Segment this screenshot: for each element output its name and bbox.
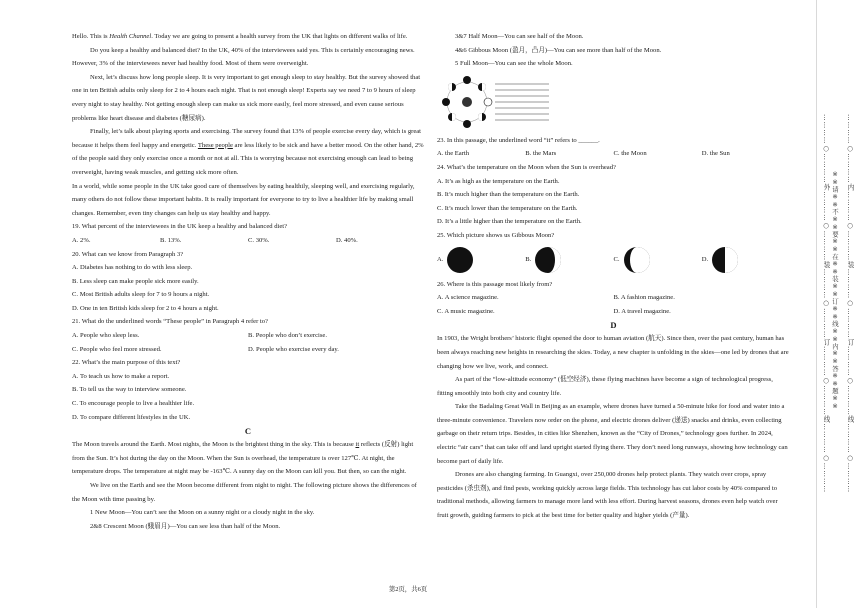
option: D. It’s a little higher than the temperature on the Earth. bbox=[437, 218, 582, 226]
passage-b-intro: Hello. This is Health Channel. Today we are going to present a health survey from the UK that lights on different walks of life. bbox=[72, 33, 408, 40]
option: D. To compare different lifestyles in the UK. bbox=[72, 413, 191, 421]
question-21-options-row2 bbox=[72, 343, 424, 357]
option: D. One in ten British kids sleep for 2 to 4 hours a night. bbox=[72, 304, 219, 312]
option: C. Most British adults sleep for 7 to 9 hours a night. bbox=[72, 291, 210, 299]
moon-phase-1: 1 New Moon—You can’t see the Moon on a sunny night or a cloudy night in the sky. bbox=[90, 509, 315, 517]
passage-b-conclusion: In a world, while some people in the UK take good care of themselves by eating healthily, sleeping well, and exercising regularly, many others do not follow these important habits. It is really important for everyone to try to live a healthier life by making small changes. Remember, even tiny changes can help us stay healthy and happy. bbox=[72, 182, 415, 217]
passage-b-sleep: Next, let’s discuss how long people sleep. It is very important to get enough sleep to stay healthy. But the survey showed that one in ten British adults only sleep for 2 to 4 hours each night. That is not enough sleep! Experts say we need 7 to 9 hours of sleep every night to stay healthy. Not getting enough sleep can make us sick more easily, feel more stressed, and even cause serious problems like heart disease and diabetes (糖尿病). bbox=[72, 73, 421, 122]
passage-d-p2: As part of the “low-altitude economy” (低空经济), these flying machines have become a sign of technological progress, fitting smoothly into both city and country life. bbox=[437, 376, 773, 397]
option: A. It’s as high as the temperature on the Earth. bbox=[437, 177, 560, 185]
binding-notice: ※※请※※不※※要※※在※※装※※订※※线※※内※※答※※题※※ bbox=[831, 170, 839, 410]
moon-phase-2-8: 2&8 Crescent Moon (蛾眉月)—You can see less than half of the Moon. bbox=[90, 522, 281, 530]
option-c-picture: C. bbox=[614, 246, 702, 274]
option: B. Less sleep can make people sick more easily. bbox=[72, 277, 199, 285]
option: B. It’s much higher than the temperature on the Earth. bbox=[437, 191, 580, 199]
question-23-options bbox=[437, 147, 790, 161]
option: A. the Earth bbox=[437, 150, 470, 158]
option: D. the Sun bbox=[701, 150, 730, 158]
moon-orbit-figure bbox=[437, 74, 557, 130]
option-d-picture: D. bbox=[702, 246, 790, 274]
section-c-heading: C bbox=[244, 426, 252, 437]
option: B. the Mars bbox=[525, 150, 557, 158]
option: A. To teach us how to make a report. bbox=[72, 372, 170, 380]
option: A. A science magazine. bbox=[437, 294, 499, 302]
passage-b-diet: Do you keep a healthy and balanced diet? In the UK, 40% of the interviewees said yes. This is certainly encouraging news. However, 3% of the interviewees never had healthy food. Most of them were overweight. bbox=[72, 46, 415, 68]
option-a-picture: A. bbox=[437, 246, 525, 274]
option: D. People who exercise every day. bbox=[248, 345, 339, 353]
question-19: 19. What percent of the interviewees in the UK keep a healthy and balanced diet? bbox=[72, 223, 288, 231]
option: B. A fashion magazine. bbox=[613, 294, 675, 302]
passage-d-p4: Drones are also changing farming. In Guangxi, over 250,000 drones help protect plants. They watch over crops, spray pesticides (杀虫剂), and find pests, working quickly across large fields. This technology has cut labor costs by 40% compared to traditional methods, allowing farmers to manage more land with less effort. During harvest seasons, drones even help watch over fruit growth, guiding farmers to pick at the best time for better quality and higher yields (产量). bbox=[437, 471, 778, 520]
option: B. People who don’t exercise. bbox=[248, 332, 327, 340]
passage-c-p1: The Moon travels around the Earth. Most nights, the Moon is the brightest thing in the sky. This is because it reflects (反射) light from the Sun. It’s hot during the day on the Moon. When the Sun is overhead, the temperature is over 127℃. At night, the temperature drops. The temperature at night may be -163℃. A sunny day on the Moon can kill you. But then, so can the night. bbox=[72, 441, 414, 476]
option: A. 2%. bbox=[72, 236, 91, 244]
question-26: 26. Where is this passage most likely from? bbox=[437, 280, 553, 288]
passage-d-p1: In 1903, the Wright brothers’ historic flight opened the door to human aviation (航天). Since then, over the past century, human has been always reaching new heights in researching the skies. Today, a new chapter is unfolding in the skies—one led by drones that are changing how we live, work, and connect. bbox=[437, 335, 789, 370]
option-b-picture: B. bbox=[525, 246, 613, 274]
question-26-options-row1 bbox=[437, 291, 790, 305]
moon-new-icon bbox=[446, 246, 474, 274]
question-26-options-row2 bbox=[437, 305, 790, 319]
passage-c-p2: We live on the Earth and see the Moon become different from night to night. The following picture shows the differences of the Moon with time passing by. bbox=[72, 482, 417, 503]
option: C. To encourage people to live a healthier life. bbox=[72, 400, 195, 408]
binding-line-inner: …………○…………外…………○…………装…………○…………订…………○…………线…………○………… bbox=[822, 114, 830, 494]
moon-phase-4-6: 4&6 Gibbous Moon (盈月，凸月)—You can see more than half of the Moon. bbox=[455, 46, 662, 54]
binding-line-outer: …………○…………内…………○…………装…………○…………订…………○…………线…………○………… bbox=[846, 114, 854, 494]
option: C. People who feel more stressed. bbox=[72, 345, 162, 353]
moon-phases-diagram bbox=[437, 74, 557, 130]
option: B. To tell us the way to interview someone. bbox=[72, 386, 187, 394]
option: A. People who sleep less. bbox=[72, 332, 140, 340]
moon-crescent-icon bbox=[534, 246, 562, 274]
option: C. 30%. bbox=[248, 236, 270, 244]
question-21: 21. What do the underlined words “These people” in Paragraph 4 refer to? bbox=[72, 318, 268, 326]
passage-d-p3: Take the Badaling Great Wall in Beijing as an example, where drones have turned a 50-minute hike for food and water into a three-minute convenience. Travelers now order on the phone, and electric drones deliver (递送) snacks and drinks, even collecting garbage on their return trips. Besides, in cities like Shenzhen, known as the “City of Drones,” technology goes further. In 2024, electric “air cars” that can take off and land upright started flying there. They don’t need long runways, showing how technology can become part of daily life. bbox=[437, 403, 788, 465]
question-23: 23. In this passage, the underlined word “it” refers to ______. bbox=[437, 136, 600, 144]
option: C. the Moon bbox=[613, 150, 647, 158]
question-24: 24. What’s the temperature on the Moon when the Sun is overhead? bbox=[437, 163, 616, 171]
left-column bbox=[72, 30, 424, 533]
question-19-options bbox=[72, 234, 424, 248]
option: D. 40%. bbox=[336, 236, 358, 244]
option: C. A music magazine. bbox=[437, 307, 495, 315]
question-25: 25. Which picture shows us Gibbous Moon? bbox=[437, 231, 555, 239]
option: D. A travel magazine. bbox=[613, 307, 671, 315]
passage-b-exercise: Finally, let’s talk about playing sports and exercising. The survey found that 13% of people exercise every day, which is great because it helps them feel happy and energetic. These people are less likely to be sick and have a better mood. On the other hand, 2% of the people said they only exercise once a month or not at all. This is worrying because not exercising enough can lead to being overweight, having weak muscles, and getting sick more often. bbox=[72, 128, 424, 176]
moon-phase-5: 5 Full Moon—You can see the whole Moon. bbox=[455, 60, 573, 68]
page-footer: 第2页，共6页 bbox=[388, 586, 428, 593]
option: A. Diabetes has nothing to do with less sleep. bbox=[72, 264, 193, 272]
option: C. It’s much lower than the temperature on the Earth. bbox=[437, 204, 578, 212]
moon-gibbous-icon bbox=[623, 246, 651, 274]
section-d-heading: D bbox=[610, 320, 617, 331]
question-22: 22. What’s the main purpose of this text? bbox=[72, 359, 181, 367]
right-column bbox=[437, 30, 790, 523]
moon-phase-3-7: 3&7 Half Moon—You can see half of the Moon. bbox=[455, 33, 584, 40]
moon-half-icon bbox=[711, 246, 739, 274]
question-21-options-row1 bbox=[72, 329, 424, 343]
question-25-pictures bbox=[437, 245, 790, 275]
option: B. 13%. bbox=[160, 236, 182, 244]
question-20: 20. What can we know from Paragraph 3? bbox=[72, 250, 184, 258]
